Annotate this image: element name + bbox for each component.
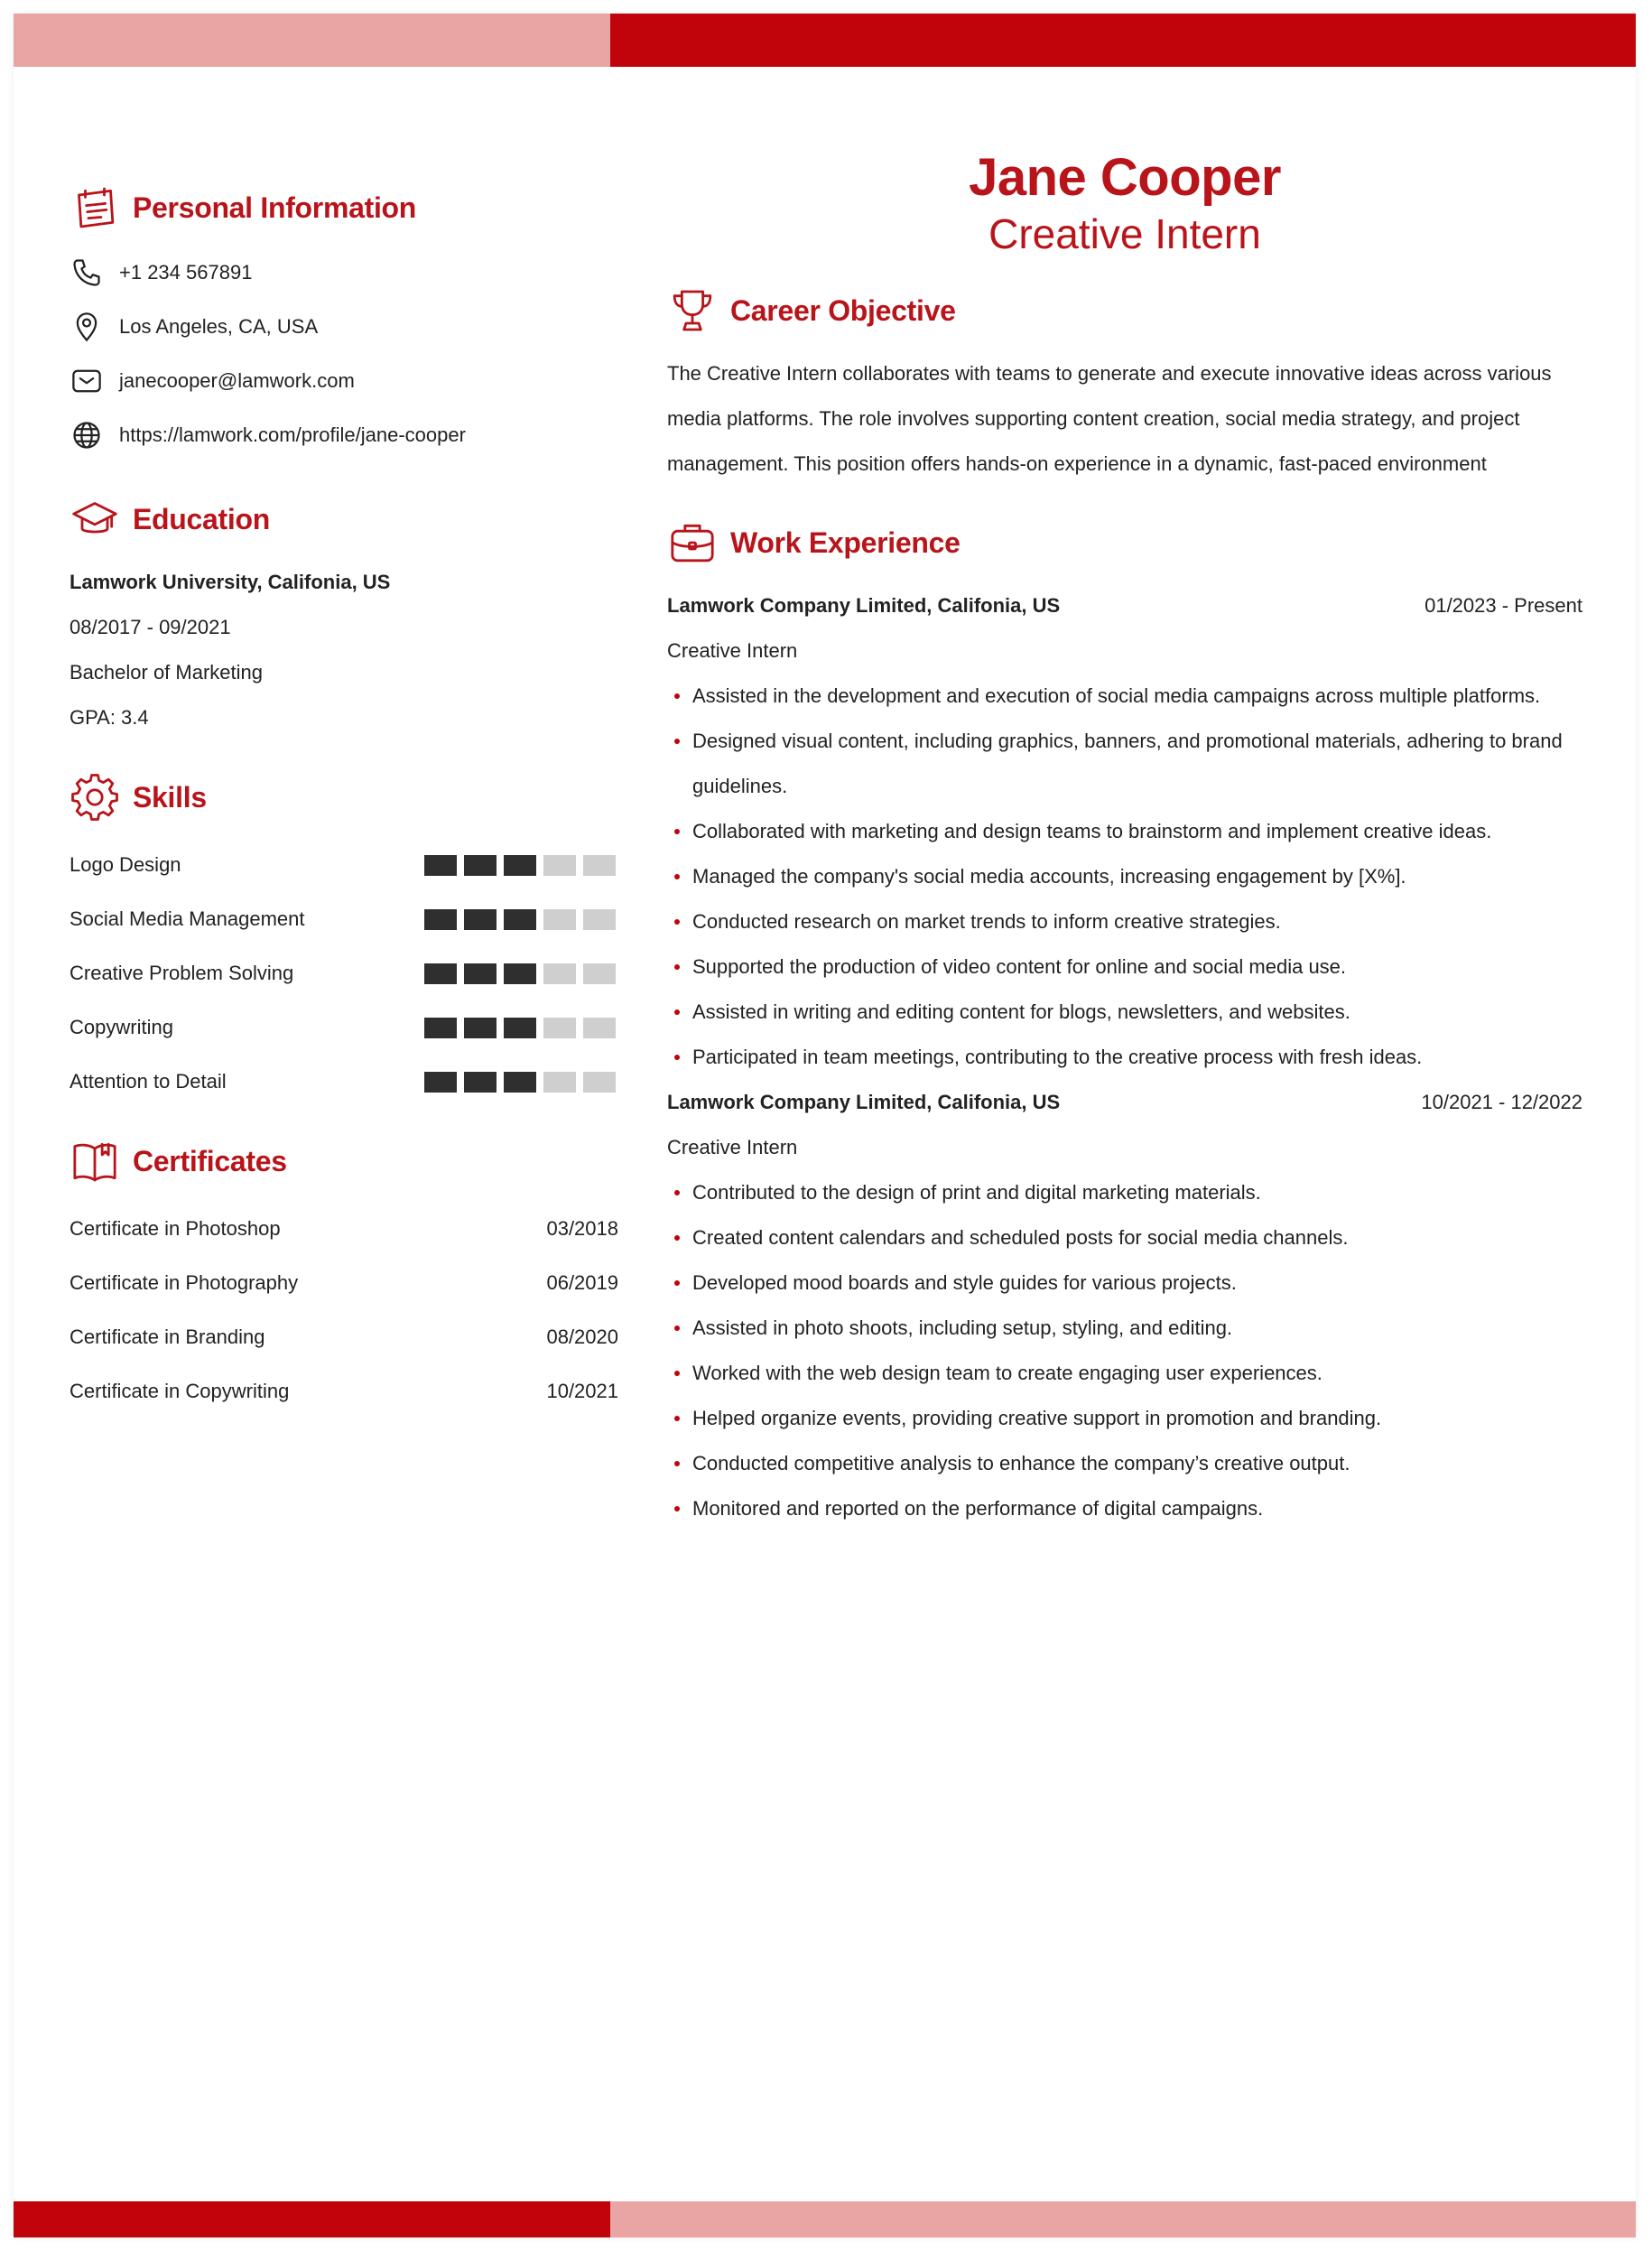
candidate-name: Jane Cooper — [969, 148, 1281, 207]
contact-location — [70, 300, 617, 354]
skill-name: Attention to Detail — [70, 1070, 227, 1093]
certificates-list — [70, 1202, 617, 1419]
certificates-header — [70, 1134, 617, 1188]
top-accent-bar-dark — [610, 14, 1636, 67]
skill-level-bar — [424, 1072, 616, 1093]
skill-level-segment — [543, 1018, 576, 1038]
work-experience-header — [667, 516, 1582, 570]
skills-title: Skills — [133, 780, 207, 814]
certificate-name: Certificate in Photoshop — [70, 1217, 281, 1240]
job-bullet: Worked with the web design team to create engaging user experiences. — [667, 1351, 1582, 1396]
skill-level-segment — [583, 909, 616, 930]
education-title: Education — [133, 502, 270, 535]
job-bullet: Conducted research on market trends to inform creative strategies. — [667, 899, 1582, 944]
certificate-row — [70, 1202, 618, 1256]
gear-icon — [70, 770, 124, 824]
job-company: Lamwork Company Limited, Califonia, US — [667, 1091, 1061, 1113]
job-role: Creative Intern — [667, 639, 798, 662]
skills-list — [70, 838, 617, 1109]
job-company: Lamwork Company Limited, Califonia, US — [667, 594, 1061, 617]
location-pin-icon — [70, 310, 104, 344]
certificate-date: 10/2021 — [546, 1380, 618, 1402]
job-bullets — [667, 674, 1582, 1080]
top-accent-bar-light — [14, 14, 610, 67]
job-bullet: Conducted competitive analysis to enhance the company’s creative output. — [667, 1441, 1582, 1486]
job-bullets — [667, 1170, 1582, 1531]
skill-level-segment — [464, 909, 497, 930]
skill-level-segment — [504, 1072, 536, 1093]
skill-level-segment — [424, 1018, 457, 1038]
job-entry — [667, 1080, 1582, 1531]
job-bullet: Contributed to the design of print and digital marketing materials. — [667, 1170, 1582, 1215]
skill-level-segment — [504, 909, 536, 930]
certificate-row — [70, 1364, 618, 1419]
phone-text: +1 234 567891 — [119, 261, 253, 284]
resume-page — [14, 14, 1636, 2237]
certificate-row — [70, 1256, 618, 1310]
bottom-accent-bar-dark — [14, 2201, 610, 2237]
graduation-cap-icon — [70, 492, 124, 546]
objective-line: media platforms. The role involves supporting content creation, social media strategy, and project — [667, 407, 1520, 430]
skill-level-segment — [464, 1018, 497, 1038]
skill-level-segment — [464, 855, 497, 876]
bottom-accent-bar-light — [610, 2201, 1636, 2237]
job-dates: 01/2023 - Present — [1425, 594, 1582, 617]
work-experience-title: Work Experience — [730, 526, 961, 559]
skill-level-segment — [424, 855, 457, 876]
job-header — [667, 1080, 1582, 1125]
skill-level-bar — [424, 963, 616, 984]
certificate-date: 08/2020 — [546, 1325, 618, 1348]
skill-level-segment — [464, 963, 497, 984]
location-text: Los Angeles, CA, USA — [119, 315, 319, 338]
email-text[interactable]: janecooper@lamwork.com — [119, 369, 355, 392]
candidate-role: Creative Intern — [988, 210, 1261, 257]
objective-line: The Creative Intern collaborates with teams to generate and execute innovative ideas across various — [667, 362, 1552, 385]
job-bullet: Assisted in photo shoots, including setup, styling, and editing. — [667, 1306, 1582, 1351]
skill-level-segment — [504, 1018, 536, 1038]
job-bullet: Managed the company's social media accounts, increasing engagement by [X%]. — [667, 854, 1582, 899]
job-bullet: Supported the production of video content for online and social media use. — [667, 944, 1582, 990]
personal-info-title: Personal Information — [133, 191, 417, 224]
skill-level-segment — [583, 1018, 616, 1038]
skill-level-segment — [543, 1072, 576, 1093]
skill-level-segment — [543, 963, 576, 984]
skill-level-segment — [424, 1072, 457, 1093]
skill-level-bar — [424, 909, 616, 930]
personal-info-header — [70, 181, 617, 235]
website-text[interactable]: https://lamwork.com/profile/jane-cooper — [119, 423, 466, 446]
education-degree: Bachelor of Marketing — [70, 661, 263, 684]
job-bullet: Participated in team meetings, contributing to the creative process with fresh ideas. — [667, 1035, 1582, 1080]
id-card-icon — [70, 181, 124, 235]
job-bullet: Collaborated with marketing and design teams to brainstorm and implement creative ideas. — [667, 809, 1582, 854]
job-bullet: Developed mood boards and style guides for various projects. — [667, 1260, 1582, 1306]
skills-header — [70, 770, 617, 824]
briefcase-icon — [667, 516, 721, 570]
education-gpa: GPA: 3.4 — [70, 706, 149, 729]
objective-line: management. This position offers hands-on experience in a dynamic, fast-paced environment — [667, 452, 1487, 475]
skill-row — [70, 892, 617, 946]
contact-website — [70, 408, 617, 462]
career-objective-title: Career Objective — [730, 293, 956, 327]
skill-row — [70, 838, 617, 892]
envelope-icon — [70, 364, 104, 398]
certificate-date: 06/2019 — [546, 1271, 618, 1294]
job-header — [667, 583, 1582, 628]
contact-email — [70, 354, 617, 408]
education-header — [70, 492, 617, 546]
certificate-date: 03/2018 — [546, 1217, 618, 1240]
skill-level-segment — [543, 909, 576, 930]
skill-level-segment — [464, 1072, 497, 1093]
job-bullet: Assisted in writing and editing content for blogs, newsletters, and websites. — [667, 990, 1582, 1035]
job-role: Creative Intern — [667, 1136, 798, 1158]
job-bullet: Designed visual content, including graphics, banners, and promotional materials, adhering to brand guidelines. — [667, 719, 1582, 809]
trophy-icon — [667, 284, 721, 338]
education-school: Lamwork University, Califonia, US — [70, 571, 391, 593]
skill-row — [70, 946, 617, 1000]
skill-level-segment — [583, 963, 616, 984]
skill-level-segment — [543, 855, 576, 876]
skill-level-segment — [504, 855, 536, 876]
skill-level-bar — [424, 1018, 616, 1038]
job-bullet: Assisted in the development and execution of social media campaigns across multiple platforms. — [667, 674, 1582, 719]
skill-name: Logo Design — [70, 853, 181, 876]
job-dates: 10/2021 - 12/2022 — [1421, 1091, 1582, 1113]
skill-level-bar — [424, 855, 616, 876]
skill-name: Creative Problem Solving — [70, 962, 294, 984]
education-dates: 08/2017 - 09/2021 — [70, 616, 231, 638]
skill-row — [70, 1055, 617, 1109]
job-bullet: Monitored and reported on the performance of digital campaigns. — [667, 1486, 1582, 1531]
certificate-name: Certificate in Photography — [70, 1271, 299, 1294]
skill-level-segment — [504, 963, 536, 984]
certificate-name: Certificate in Branding — [70, 1325, 265, 1348]
phone-icon — [70, 256, 104, 290]
skill-name: Social Media Management — [70, 907, 305, 930]
skill-level-segment — [424, 963, 457, 984]
certificate-name: Certificate in Copywriting — [70, 1380, 290, 1402]
skill-level-segment — [583, 855, 616, 876]
book-icon — [70, 1134, 124, 1188]
job-entry — [667, 583, 1582, 1080]
skill-row — [70, 1000, 617, 1055]
job-bullet: Created content calendars and scheduled posts for social media channels. — [667, 1215, 1582, 1260]
career-objective-header — [667, 284, 1582, 338]
contact-phone — [70, 246, 617, 300]
skill-level-segment — [583, 1072, 616, 1093]
career-objective-text — [667, 351, 1570, 487]
globe-icon — [70, 418, 104, 452]
certificate-row — [70, 1310, 618, 1364]
right-column — [667, 149, 1582, 1531]
certificates-title: Certificates — [133, 1144, 287, 1177]
skill-name: Copywriting — [70, 1016, 173, 1038]
left-column — [70, 181, 617, 1419]
job-bullet: Helped organize events, providing creative support in promotion and branding. — [667, 1396, 1582, 1441]
skill-level-segment — [424, 909, 457, 930]
